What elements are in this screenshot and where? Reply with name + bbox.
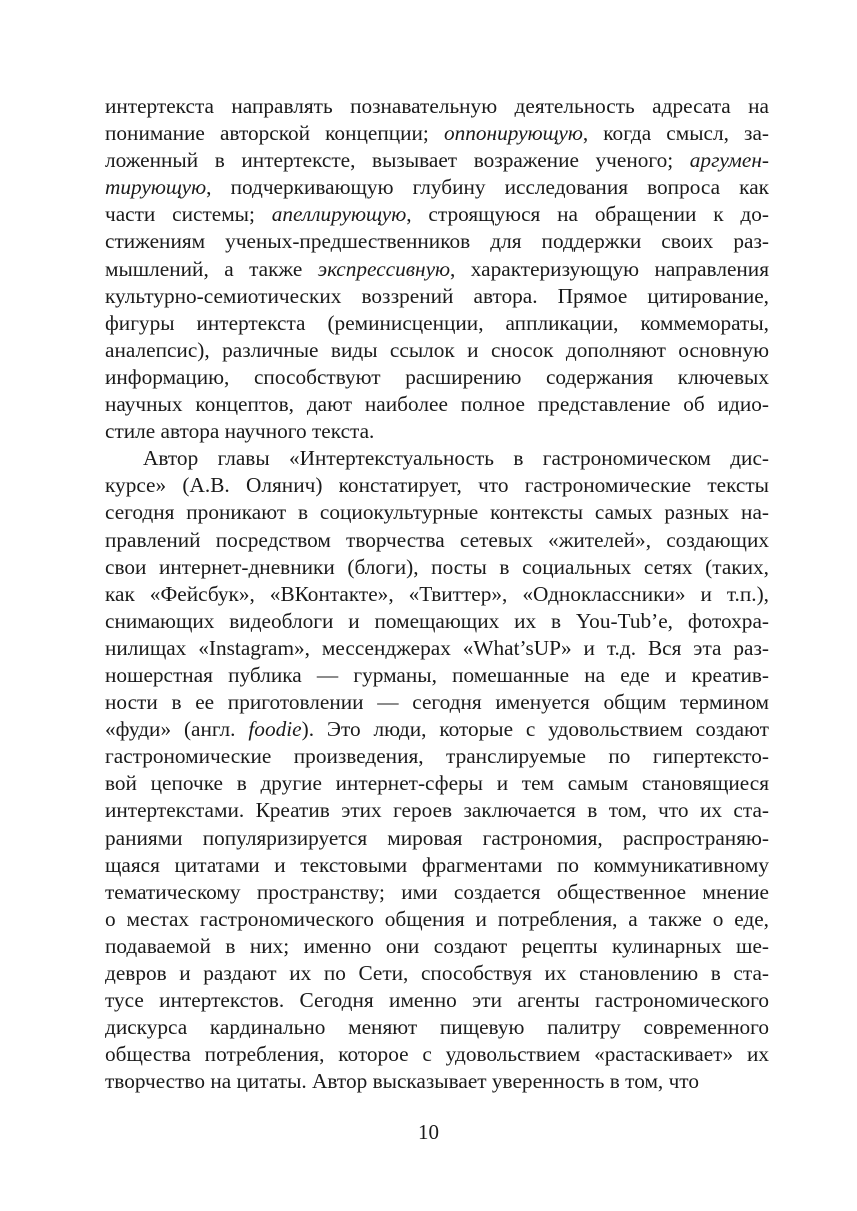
text-line xyxy=(105,906,769,933)
text-run: тематическому пространству; ими создается общественное мнение xyxy=(105,879,769,904)
text-line xyxy=(105,1014,769,1041)
text-run: сегодня проникают в социокультурные контексты самых разных на- xyxy=(105,500,769,525)
text-run: правлений посредством творчества сетевых «жителей», создающих xyxy=(105,527,769,552)
text-line xyxy=(105,689,769,716)
text-run: фигуры интертекста (реминисценции, аппликации, коммемораты, xyxy=(105,310,769,335)
text-run: тусе интертекстов. Сегодня именно эти агенты гастрономического xyxy=(105,988,769,1013)
text-run: стиле автора научного текста. xyxy=(105,419,375,444)
text-line xyxy=(105,418,769,445)
text-run: интертекста направлять познавательную деятельность адресата на xyxy=(105,94,769,118)
text-line xyxy=(105,174,769,201)
text-line xyxy=(105,364,769,391)
text-line xyxy=(105,445,769,472)
page-number: 10 xyxy=(418,1120,439,1144)
text-run: девров и раздают их по Сети, способствуя их становлению в ста- xyxy=(105,961,769,985)
text-run: Автор главы «Интертекстуальность в гастрономическом дис- xyxy=(143,446,769,471)
text-line xyxy=(105,933,769,960)
text-run: стижениям ученых-предшественников для поддержки своих раз- xyxy=(105,229,769,254)
italic-term: апеллирующую xyxy=(271,202,407,227)
text-run: ношерстная публика — гурманы, помешанные на еде и креатив- xyxy=(105,662,769,687)
text-line xyxy=(105,879,769,906)
italic-term: оппонирующую xyxy=(443,121,583,146)
text-run: понимание авторской концепции; xyxy=(105,121,444,146)
italic-term: foodie xyxy=(248,717,302,742)
text-line xyxy=(105,987,769,1014)
text-line xyxy=(105,581,769,608)
text-line xyxy=(105,825,769,852)
text-line xyxy=(105,391,769,418)
text-line xyxy=(105,228,769,255)
text-run: гастрономические произведения, транслируемые по гипертексто- xyxy=(105,744,769,769)
text-line xyxy=(105,608,769,635)
text-line xyxy=(105,147,769,174)
text-line xyxy=(105,256,769,283)
text-run: общества потребления, которое с удовольствием «растаскивает» их xyxy=(105,1042,769,1067)
text-run: раниями популяризируется мировая гастрономия, распространяю- xyxy=(105,825,769,850)
text-run: мышлений, а также xyxy=(105,256,318,281)
text-line xyxy=(105,960,769,987)
paragraph xyxy=(105,93,769,445)
text-line xyxy=(105,310,769,337)
text-run: научных концептов, дают наиболее полное представление об идио- xyxy=(105,392,769,417)
text-run: подаваемой в них; именно они создают рецепты кулинарных ше- xyxy=(105,933,769,958)
text-run: снимающих видеоблоги и помещающих их в You-Tub’е, фотохра- xyxy=(105,608,769,633)
paragraph xyxy=(105,445,769,1095)
italic-term: экспрессивную xyxy=(317,256,451,281)
text-line xyxy=(105,201,769,228)
text-run: о местах гастрономического общения и потребления, а также о еде, xyxy=(105,906,769,931)
text-run: вой цепочке в другие интернет-сферы и тем самым становящиеся xyxy=(105,771,769,796)
text-line xyxy=(105,1068,769,1095)
text-run: ). Это люди, которые с удовольствием создают xyxy=(301,717,769,742)
text-line xyxy=(105,527,769,554)
text-line xyxy=(105,554,769,581)
text-line xyxy=(105,283,769,310)
text-line xyxy=(105,743,769,770)
text-run: , характеризующую направления xyxy=(450,256,769,281)
text-run: части системы; xyxy=(105,202,272,227)
text-line xyxy=(105,797,769,824)
text-run: щаяся цитатами и текстовыми фрагментами по коммуникативному xyxy=(105,852,769,877)
text-run: курсе» (А.В. Олянич) констатирует, что гастрономические тексты xyxy=(105,473,769,498)
text-run: нилищах «Instagram», мессенджерах «What’sUP» и т.д. Вся эта раз- xyxy=(105,635,769,660)
text-run: творчество на цитаты. Автор высказывает уверенность в том, что xyxy=(105,1069,699,1094)
text-run: информацию, способствуют расширению содержания ключевых xyxy=(105,364,769,389)
text-run: культурно-семиотических воззрений автора. Прямое цитирование, xyxy=(105,283,769,308)
text-run: аналепсис), различные виды ссылок и сносок дополняют основную xyxy=(105,337,769,362)
italic-term: аргумен- xyxy=(689,148,769,173)
text-run: , подчеркивающую глубину исследования вопроса как xyxy=(206,175,769,200)
text-line xyxy=(105,770,769,797)
text-run: как «Фейсбук», «ВКонтакте», «Твиттер», «Одноклассники» и т.п.), xyxy=(105,581,769,606)
text-run: ложенный в интертексте, вызывает возражение ученого; xyxy=(105,148,690,173)
text-run: ности в ее приготовлении — сегодня именуется общим термином xyxy=(105,690,769,715)
text-run: свои интернет-дневники (блоги), посты в социальных сетях (таких, xyxy=(105,554,769,579)
text-line xyxy=(105,635,769,662)
text-line xyxy=(105,1041,769,1068)
text-run: , когда смысл, за- xyxy=(582,121,769,146)
text-line xyxy=(105,852,769,879)
text-run: интертекстами. Креатив этих героев заключается в том, что их ста- xyxy=(105,798,769,823)
text-run: дискурса кардинально меняют пищевую палитру современного xyxy=(105,1015,769,1040)
text-run: «фуди» (англ. xyxy=(105,717,249,742)
text-line xyxy=(105,499,769,526)
text-line xyxy=(105,337,769,364)
text-run: , строящуюся на обращении к до- xyxy=(406,202,770,227)
text-line xyxy=(105,120,769,147)
text-line xyxy=(105,716,769,743)
body-text xyxy=(105,93,769,1095)
text-line xyxy=(105,472,769,499)
text-line xyxy=(105,662,769,689)
italic-term: тирующую xyxy=(105,175,207,200)
text-line xyxy=(105,93,769,120)
